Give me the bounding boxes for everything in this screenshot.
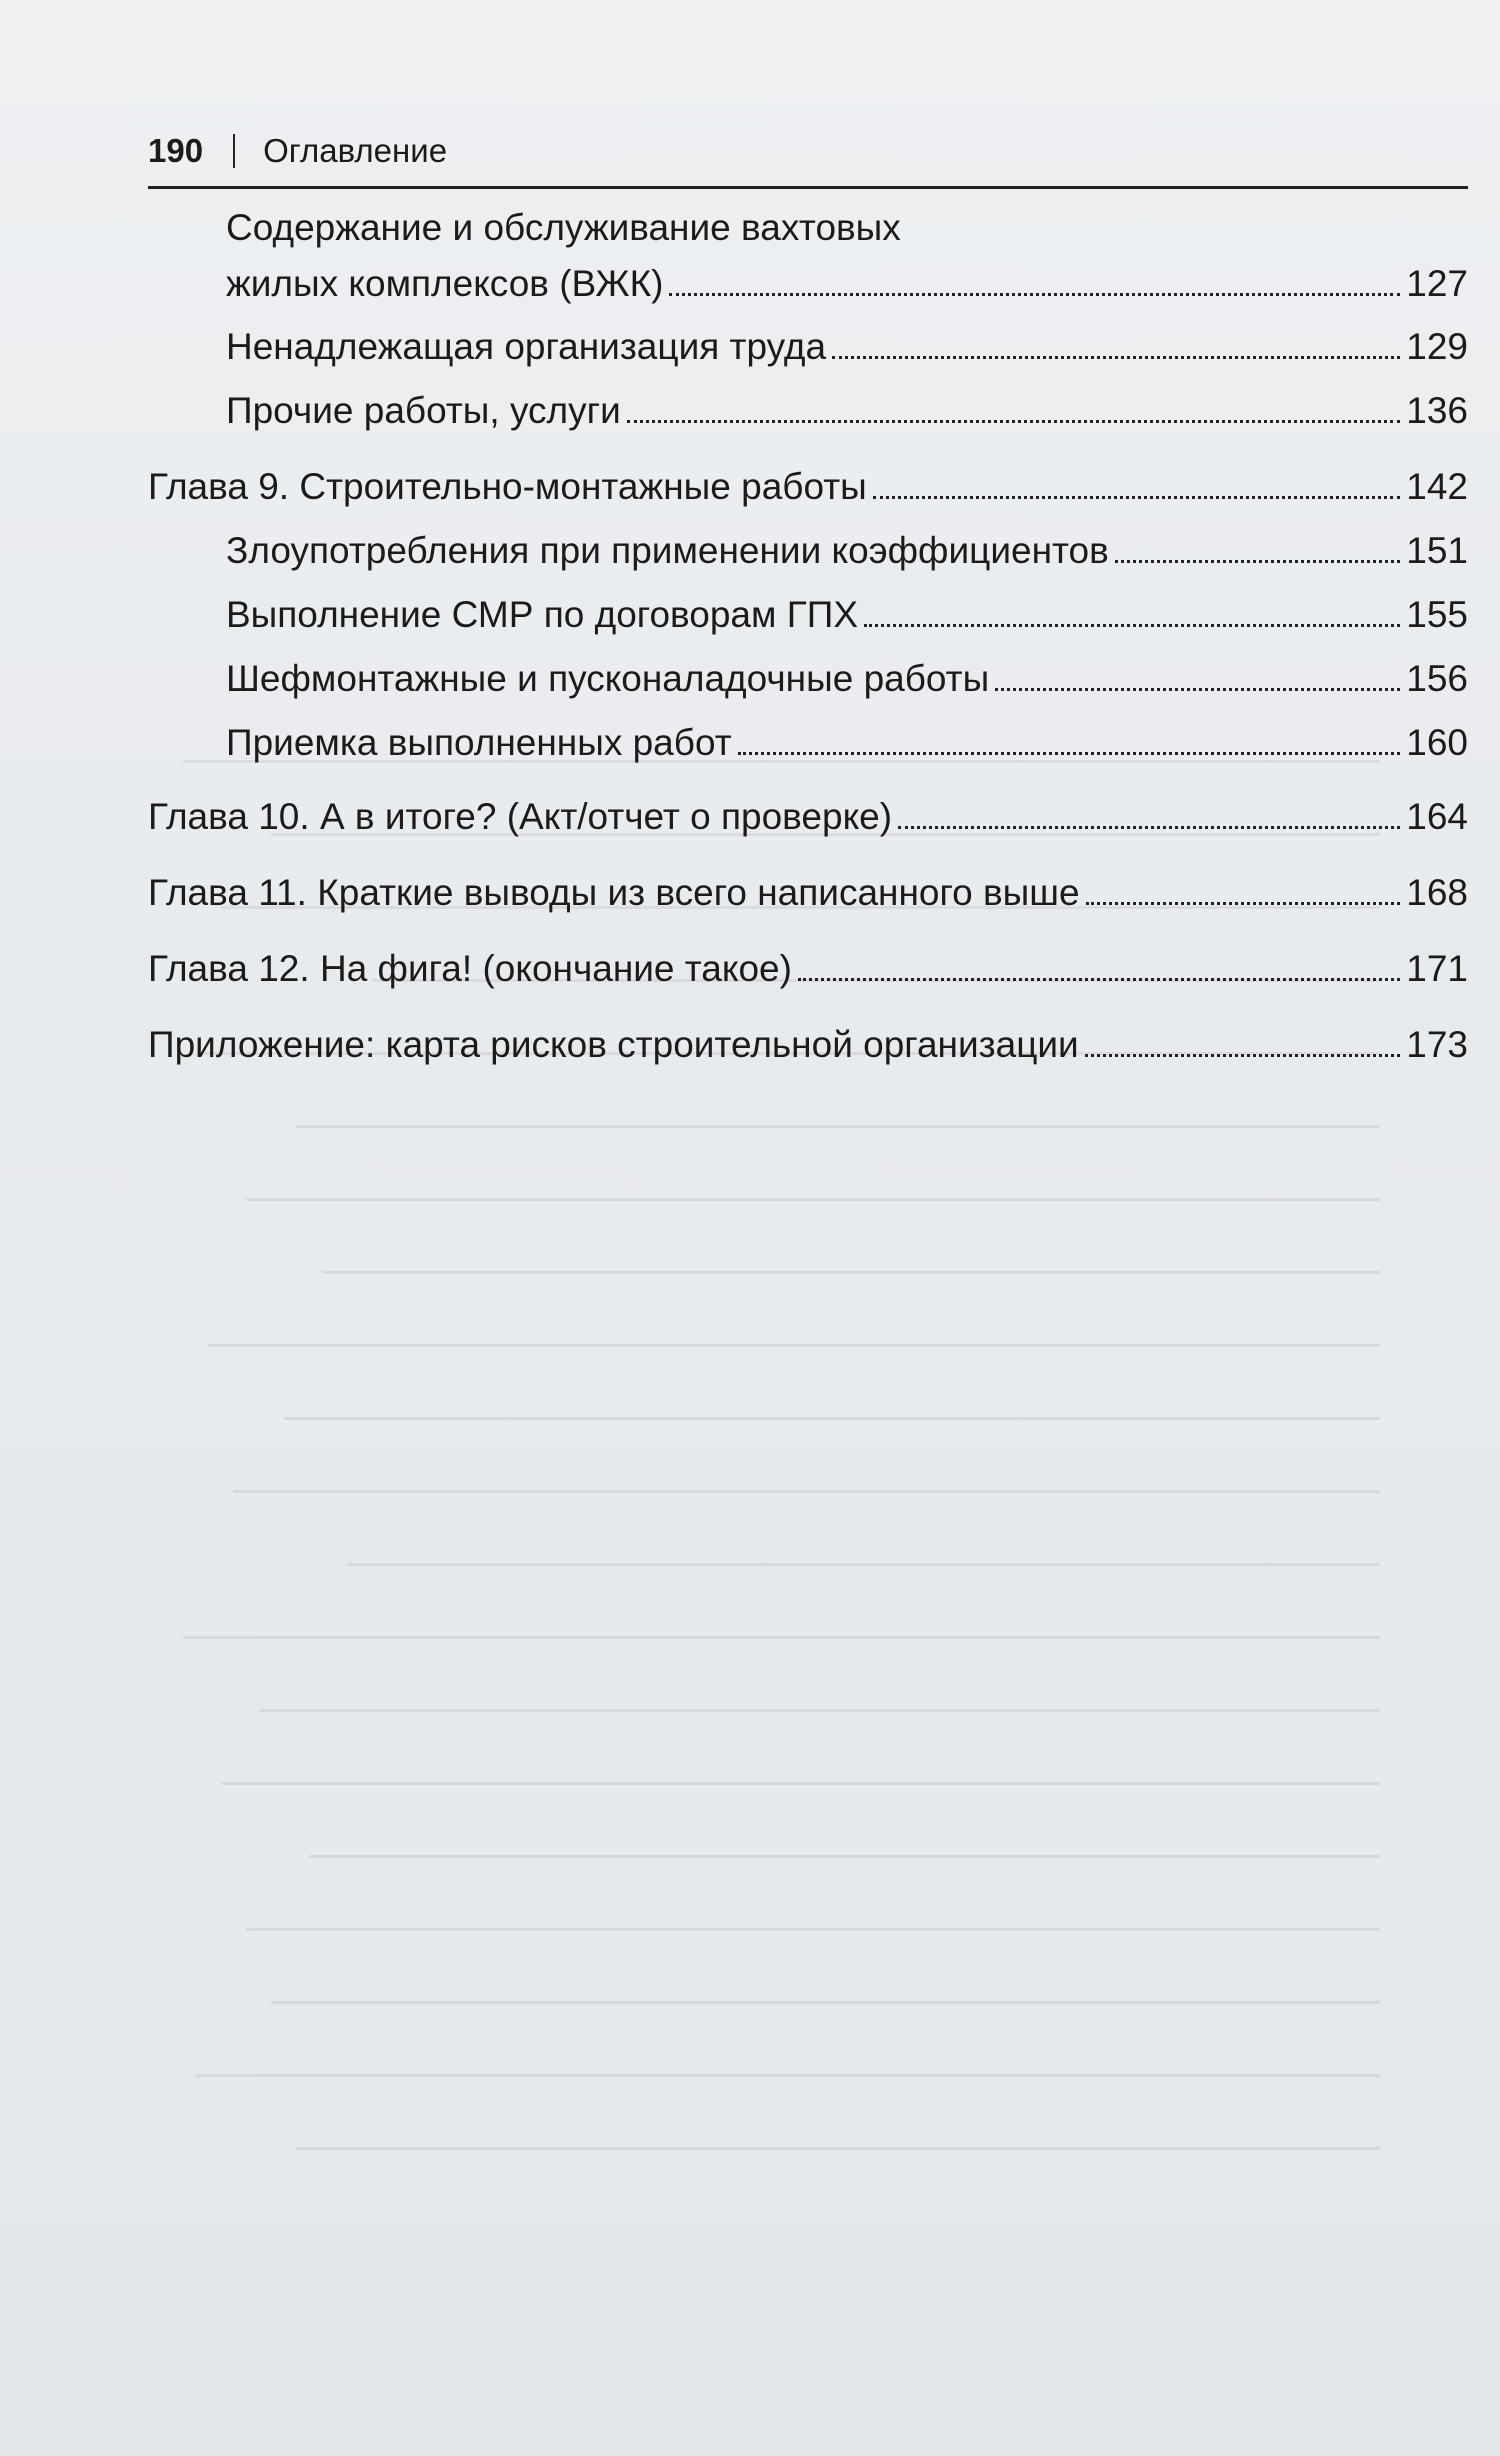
toc-leader-dots xyxy=(669,293,1400,296)
toc-entry-title: Шефмонтажные и пусконаладочные работы xyxy=(226,658,990,699)
toc-chapter-entry xyxy=(148,1017,1468,1073)
toc-entry-page: 142 xyxy=(1406,466,1468,507)
toc-entry-page: 171 xyxy=(1406,948,1468,989)
toc-leader-dots xyxy=(864,624,1400,627)
toc-entry-title-line1: Содержание и обслуживание вахтовых xyxy=(226,207,901,248)
toc-leader-dots xyxy=(898,826,1400,829)
toc-entry xyxy=(148,383,1468,439)
toc-entry-title: Приложение: карта рисков строительной организации xyxy=(148,1024,1079,1065)
toc-entry-title: Глава 11. Краткие выводы из всего написанного выше xyxy=(148,872,1080,913)
header-separator xyxy=(233,134,235,168)
toc-entry xyxy=(148,200,1468,312)
toc-leader-dots xyxy=(738,752,1401,755)
toc-entry-page: 160 xyxy=(1406,722,1468,763)
toc-entry xyxy=(148,319,1468,375)
toc-leader-dots xyxy=(832,356,1400,359)
toc-entry-title: Глава 12. На фига! (окончание такое) xyxy=(148,948,792,989)
toc-entry-page: 127 xyxy=(1406,263,1468,304)
toc-chapter-entry xyxy=(148,459,1468,515)
toc-entry-title: Выполнение СМР по договорам ГПХ xyxy=(226,594,859,635)
toc-entry xyxy=(148,715,1468,771)
toc-entry xyxy=(148,523,1468,579)
toc-entry-title: Приемка выполненных работ xyxy=(226,722,732,763)
toc-entry-title: Глава 10. А в итоге? (Акт/отчет о проверке) xyxy=(148,796,893,837)
table-of-contents xyxy=(148,198,1468,1073)
toc-entry-title: Злоупотребления при применении коэффициентов xyxy=(226,530,1109,571)
toc-chapter-entry xyxy=(148,941,1468,997)
toc-leader-dots xyxy=(1115,560,1400,563)
toc-entry-title: Глава 9. Строительно-монтажные работы xyxy=(148,466,867,507)
page-header xyxy=(148,116,1468,189)
toc-entry xyxy=(148,587,1468,643)
running-head: Оглавление xyxy=(263,132,448,169)
toc-entry-page: 155 xyxy=(1406,594,1468,635)
toc-leader-dots xyxy=(627,420,1400,423)
toc-entry xyxy=(148,651,1468,707)
toc-entry-title: Ненадлежащая организация труда xyxy=(226,326,827,367)
toc-chapter-entry xyxy=(148,789,1468,845)
toc-leader-dots xyxy=(798,978,1400,981)
toc-leader-dots xyxy=(995,688,1400,691)
toc-entry-page: 156 xyxy=(1406,658,1468,699)
toc-entry-page: 173 xyxy=(1406,1024,1468,1065)
toc-entry-page: 136 xyxy=(1406,390,1468,431)
toc-leader-dots xyxy=(1086,902,1401,905)
toc-leader-dots xyxy=(873,496,1400,499)
toc-entry-title: Прочие работы, услуги xyxy=(226,390,621,431)
toc-leader-dots xyxy=(1085,1054,1401,1057)
toc-entry-title: жилых комплексов (ВЖК) xyxy=(226,263,664,304)
page-number: 190 xyxy=(148,132,204,169)
toc-chapter-entry xyxy=(148,865,1468,921)
toc-entry-page: 129 xyxy=(1406,326,1468,367)
toc-entry-page: 168 xyxy=(1406,872,1468,913)
toc-entry-page: 164 xyxy=(1406,796,1468,837)
toc-entry-page: 151 xyxy=(1406,530,1468,571)
